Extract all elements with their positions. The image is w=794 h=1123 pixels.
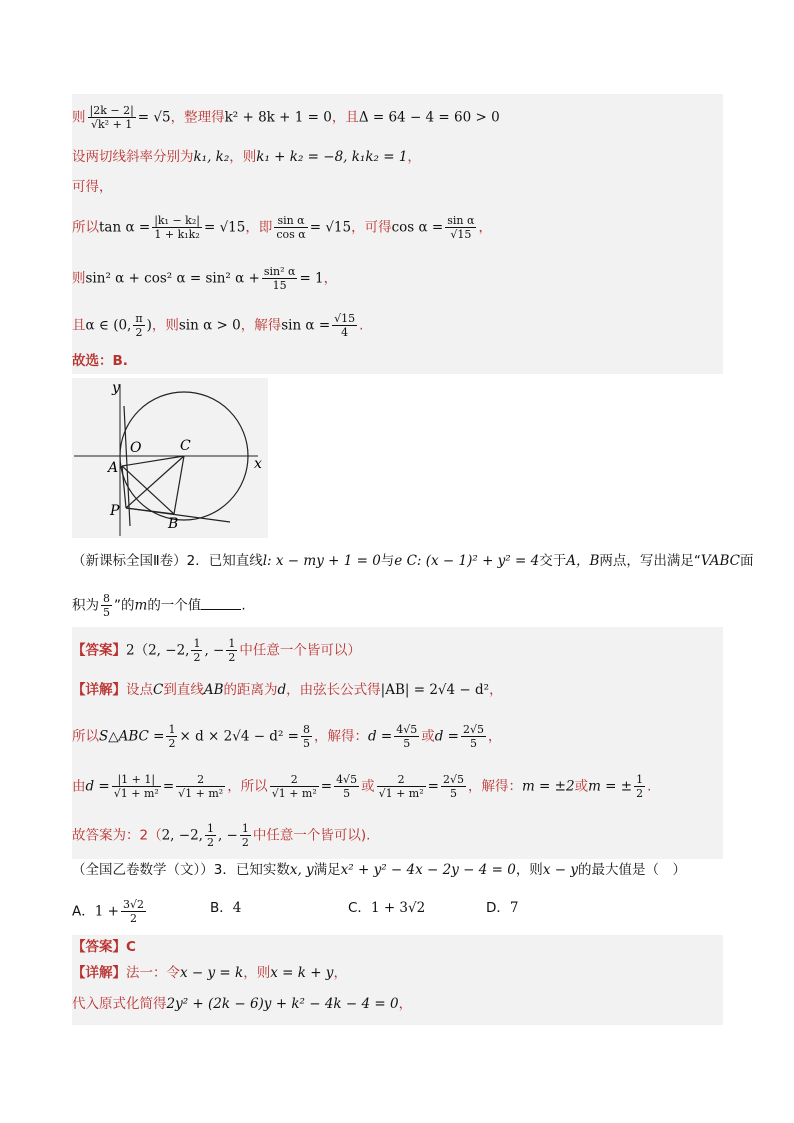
label-y: y: [112, 380, 120, 396]
label-o: O: [130, 440, 142, 456]
geometry-figure-svg: [72, 378, 268, 538]
question-2-line-2: 积为 $\frac{8}{5}$ ”的m的一个值 .: [72, 592, 246, 619]
detail-2-line-2: 所以S△ABC = $\frac{1}{2}$ × d × 2√4 − d² = $\frac{8}{5}$ ，解得：d = $\frac{4√5}{5}$ 或d = $\frac{2√5}{5}$ ，: [72, 723, 502, 750]
solution-line-4: 所以tan α = $\frac{\text{|k₁ − k₂|}}{\text{1 + k₁k₂}}$ = √15，即 $\frac{\text{sin α}}{\text{cos α}}$ = √15，可得cos α = $\frac{\text{sin α}}{√15}$ ，: [72, 214, 492, 241]
geometry-figure: [72, 378, 268, 538]
answer-3: 【答案】C: [72, 939, 136, 955]
segment-pa: [122, 466, 126, 508]
solution-line-5: 则sin² α + cos² α = sin² α + $\frac{\text{sin² α}}{15}$ = 1，: [72, 265, 338, 292]
detail-2-line-4: 故答案为：2（2, −2, $\frac{1}{2}$ , − $\frac{1}{2}$ 中任意一个皆可以).: [72, 822, 371, 849]
segment-cb: [174, 456, 184, 514]
option-b[interactable]: B．4: [210, 900, 242, 916]
label-b: B: [168, 516, 179, 532]
solution-line-3: 可得，: [72, 179, 113, 195]
label-a: A: [108, 460, 119, 476]
option-c[interactable]: C．1 + 3√2: [348, 900, 426, 916]
answer-blank: [201, 597, 241, 610]
solution-line-2: 设两切线斜率分别为k₁, k₂，则k₁ + k₂ = −8, k₁k₂ = 1，: [72, 149, 421, 165]
question-2-line-1: （新课标全国Ⅱ卷）2．已知直线l: x − my + 1 = 0与e C: (x − 1)² + y² = 4交于A，B两点，写出满足“VABC面: [72, 553, 754, 569]
question-3: （全国乙卷数学（文））3．已知实数x, y满足x² + y² − 4x − 2y − 4 = 0，则x − y的最大值是（ ）: [72, 862, 686, 878]
label-x: x: [254, 456, 262, 472]
option-a[interactable]: A．1 + $\frac{3√2}{2}$: [72, 898, 144, 925]
detail-3-line-1: 【详解】法一：令x − y = k，则x = k + y，: [72, 965, 347, 981]
detail-2-line-3: 由d = $\frac{|1 + 1|}{\text{√1 + m²}}$ = $\frac{2}{\text{√1 + m²}}$ ，所以 $\frac{2}{\text{√1 + m²}}$ = $\frac{4√5}{5}$ 或 $\frac{2}{\text{√1 + m²}}$ = $\frac{2√5}{5}$ ，解得：m = ±2或m = ± $\frac{1}{2}$ .: [72, 773, 652, 800]
answer-2: 【答案】2（2, −2, $\frac{1}{2}$ , − $\frac{1}{2}$ 中任意一个皆可以）: [72, 637, 361, 664]
solution-line-1: 则 $\frac{|2k - 2|}{\text{√k² + 1}}$ = √5，整理得k² + 8k + 1 = 0，且Δ = 64 − 4 = 60 > 0: [72, 104, 500, 131]
detail-3-line-2: 代入原式化简得2y² + (2k − 6)y + k² − 4k − 4 = 0，: [72, 996, 413, 1012]
label-p: P: [110, 503, 120, 519]
label-c: C: [180, 438, 191, 454]
solution-line-7: 故选：B.: [72, 353, 128, 369]
option-d[interactable]: D．7: [486, 900, 519, 916]
detail-2-line-1: 【详解】设点C到直线AB的距离为d，由弦长公式得|AB| = 2√4 − d²，: [72, 682, 503, 698]
solution-line-6: 且α ∈ (0, $\frac{\pi}{2}$ )，则sin α > 0，解得sin α = $\frac{√15}{4}$ .: [72, 312, 364, 339]
